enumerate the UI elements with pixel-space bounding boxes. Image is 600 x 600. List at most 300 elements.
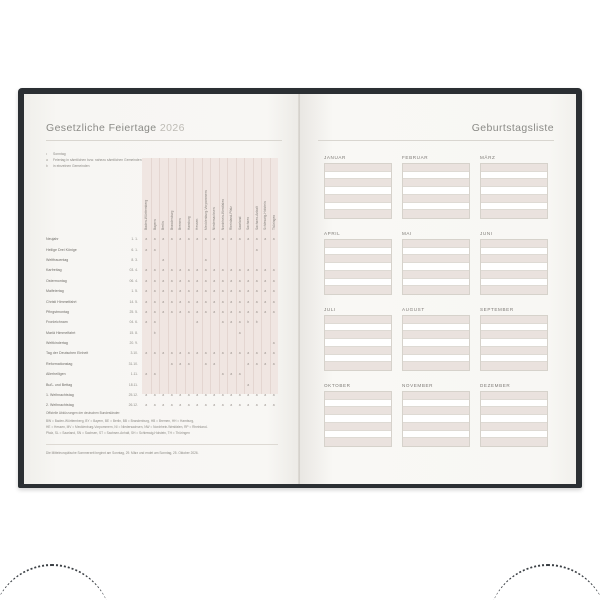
holiday-name: Ostermontag xyxy=(46,278,67,283)
holiday-state-cell: a xyxy=(221,351,224,356)
holiday-state-cell: a xyxy=(153,268,156,273)
holiday-state-cell xyxy=(261,320,270,324)
holiday-state-cell: a xyxy=(213,299,216,304)
holiday-state-cell: a xyxy=(196,278,199,283)
birthday-entry-line[interactable] xyxy=(403,324,469,332)
holiday-state-cell: a xyxy=(238,320,241,325)
birthday-entry-line[interactable] xyxy=(325,195,391,203)
holiday-table-state-header: Thüringen xyxy=(271,214,276,230)
holiday-state-cell: a xyxy=(272,299,275,304)
birthday-entry-line[interactable] xyxy=(481,324,547,332)
birthday-entry-line[interactable] xyxy=(403,203,469,211)
birthday-entry-line[interactable] xyxy=(481,286,547,294)
birthday-entry-box[interactable] xyxy=(402,163,470,219)
legend-label: Feiertag in sämtlichen bzw. nahezu sämtlichen Gemeinden xyxy=(53,158,142,163)
birthday-entry-line[interactable] xyxy=(403,400,469,408)
holiday-state-cell: a xyxy=(145,309,148,314)
holiday-state-cell xyxy=(253,341,262,345)
holiday-date: 15. 8. xyxy=(129,330,138,335)
holiday-state-cell xyxy=(202,331,211,335)
month-label: JANUAR xyxy=(324,155,346,160)
holiday-state-cell: a xyxy=(170,361,173,366)
birthday-entry-line[interactable] xyxy=(325,331,391,339)
holiday-state-cell: a xyxy=(255,268,258,273)
birthday-entry-line[interactable] xyxy=(481,263,547,271)
table-row xyxy=(46,359,278,369)
birthday-entry-line[interactable] xyxy=(403,248,469,256)
holiday-date: 18.11. xyxy=(128,382,138,387)
birthday-entry-line[interactable] xyxy=(481,248,547,256)
holiday-state-cell: a xyxy=(153,320,156,325)
holiday-state-cell: a xyxy=(255,289,258,294)
holiday-state-cells xyxy=(142,383,278,387)
birthday-entry-line[interactable] xyxy=(403,415,469,423)
birthday-entry-line[interactable] xyxy=(403,347,469,355)
birthday-entry-box[interactable] xyxy=(402,391,470,447)
holiday-state-cell xyxy=(142,362,151,366)
birthday-entry-line[interactable] xyxy=(325,347,391,355)
holiday-state-cell: a xyxy=(272,351,275,356)
birthday-entry-box[interactable] xyxy=(324,239,392,295)
holiday-name: Buß- und Bettag xyxy=(46,382,73,387)
holiday-name: Karfreitag xyxy=(46,268,62,273)
birthday-entry-line[interactable] xyxy=(481,179,547,187)
holiday-state-cell: a xyxy=(145,403,148,408)
holiday-state-cell: a xyxy=(213,403,216,408)
birthday-entry-line[interactable] xyxy=(481,164,547,172)
planner-pages xyxy=(24,94,576,484)
holiday-state-cell: a xyxy=(247,393,250,398)
holiday-state-cell xyxy=(270,258,279,262)
birthday-entry-line[interactable] xyxy=(481,172,547,180)
holiday-state-cell xyxy=(185,383,194,387)
table-row xyxy=(46,338,278,348)
holiday-state-cell: a xyxy=(153,289,156,294)
holiday-state-cell: a xyxy=(238,237,241,242)
birthday-entry-line[interactable] xyxy=(481,362,547,370)
birthday-month-block xyxy=(480,155,548,219)
birthday-month-block xyxy=(480,383,548,447)
holiday-state-cell: a xyxy=(238,289,241,294)
holiday-state-cell: a xyxy=(264,393,267,398)
birthday-entry-line[interactable] xyxy=(481,331,547,339)
birthday-entry-line[interactable] xyxy=(481,316,547,324)
holiday-state-cell: a xyxy=(238,268,241,273)
holiday-table xyxy=(46,158,278,408)
birthday-month-block xyxy=(402,307,470,371)
birthday-entry-line[interactable] xyxy=(403,407,469,415)
holiday-state-cell xyxy=(185,258,194,262)
birthday-entry-line[interactable] xyxy=(481,240,547,248)
holiday-date: 1. 5. xyxy=(131,289,138,294)
holiday-state-cell: a xyxy=(153,247,156,252)
holiday-state-cell: a xyxy=(213,268,216,273)
birthday-entry-box[interactable] xyxy=(402,315,470,371)
holiday-state-cell xyxy=(261,372,270,376)
birthday-entry-line[interactable] xyxy=(481,271,547,279)
page-title-right: Geburtstagsliste xyxy=(471,122,554,134)
birthday-entry-line[interactable] xyxy=(325,203,391,211)
birthday-entry-box[interactable] xyxy=(480,391,548,447)
holiday-state-cell xyxy=(159,362,168,366)
holiday-state-cells xyxy=(142,341,278,345)
holiday-state-cell: a xyxy=(145,372,148,377)
holiday-state-cell: a xyxy=(264,289,267,294)
birthday-entry-line[interactable] xyxy=(403,431,469,439)
birthday-entry-line[interactable] xyxy=(325,316,391,324)
legend-marker: • xyxy=(46,152,48,156)
holiday-state-cell: b xyxy=(247,320,250,325)
birthday-entry-line[interactable] xyxy=(403,210,469,218)
holiday-state-cell xyxy=(151,383,160,387)
holiday-state-cell: a xyxy=(230,309,233,314)
holiday-state-cell xyxy=(270,331,279,335)
birthday-month-block xyxy=(324,155,392,219)
holiday-state-cell: a xyxy=(204,237,207,242)
birthday-entry-line[interactable] xyxy=(403,164,469,172)
holiday-state-cell: a xyxy=(238,330,241,335)
holiday-state-cell: a xyxy=(179,361,182,366)
footnote-line: Pfalz, SL = Saarland, SN = Sachsen, ST = Sachsen-Anhalt, SH = Schleswig-Holstein, TH = Thüringen xyxy=(46,431,190,436)
birthday-entry-line[interactable] xyxy=(325,400,391,408)
holiday-state-cells xyxy=(142,351,278,355)
holiday-state-cell xyxy=(193,248,202,252)
holiday-state-cell xyxy=(176,320,185,324)
birthday-entry-line[interactable] xyxy=(403,316,469,324)
birthday-entry-line[interactable] xyxy=(325,438,391,446)
holiday-date: 3.10. xyxy=(130,351,138,356)
holiday-name: Maifeiertag xyxy=(46,289,64,294)
holiday-state-cell: a xyxy=(221,299,224,304)
birthday-entry-box[interactable] xyxy=(324,391,392,447)
page-title-left xyxy=(46,122,282,134)
holiday-state-cell: a xyxy=(213,278,216,283)
holiday-date: 8. 3. xyxy=(131,257,138,262)
birthday-entry-line[interactable] xyxy=(481,400,547,408)
holiday-date: 03. 4. xyxy=(129,268,138,273)
holiday-state-cell: a xyxy=(247,351,250,356)
birthday-entry-box[interactable] xyxy=(402,239,470,295)
birthday-entry-line[interactable] xyxy=(325,248,391,256)
holiday-state-cell xyxy=(176,372,185,376)
birthday-entry-line[interactable] xyxy=(403,240,469,248)
birthday-entry-line[interactable] xyxy=(481,355,547,363)
holiday-state-cell: a xyxy=(204,393,207,398)
left-page xyxy=(24,94,300,484)
birthday-entry-line[interactable] xyxy=(481,423,547,431)
holiday-state-cell: a xyxy=(264,309,267,314)
holiday-state-cell xyxy=(210,320,219,324)
birthday-entry-line[interactable] xyxy=(325,164,391,172)
birthday-entry-line[interactable] xyxy=(481,187,547,195)
holiday-state-cell: a xyxy=(187,268,190,273)
table-row xyxy=(46,265,278,275)
holiday-state-cell: a xyxy=(153,403,156,408)
birthday-entry-line[interactable] xyxy=(481,203,547,211)
holiday-state-cell: a xyxy=(221,237,224,242)
birthday-entry-box[interactable] xyxy=(324,315,392,371)
holiday-state-cell xyxy=(244,258,253,262)
birthday-entry-line[interactable] xyxy=(325,423,391,431)
holiday-state-cell: a xyxy=(230,299,233,304)
holiday-state-cell: a xyxy=(179,299,182,304)
holiday-state-cell: a xyxy=(196,268,199,273)
holiday-state-cell: a xyxy=(162,299,165,304)
birthday-entry-line[interactable] xyxy=(403,392,469,400)
birthday-entry-line[interactable] xyxy=(481,407,547,415)
holiday-state-cell xyxy=(185,341,194,345)
holiday-state-cell xyxy=(176,341,185,345)
holiday-state-cells xyxy=(142,268,278,272)
holiday-state-cell xyxy=(261,341,270,345)
birthday-entry-line[interactable] xyxy=(481,392,547,400)
holiday-state-cell xyxy=(244,248,253,252)
birthday-entry-line[interactable] xyxy=(403,362,469,370)
birthday-entry-line[interactable] xyxy=(403,255,469,263)
holiday-state-cell: a xyxy=(255,403,258,408)
holiday-state-cell xyxy=(168,320,177,324)
birthday-entry-box[interactable] xyxy=(480,163,548,219)
holiday-table-state-header: Saarland xyxy=(237,216,242,230)
holiday-state-cell: a xyxy=(196,351,199,356)
birthday-entry-line[interactable] xyxy=(325,279,391,287)
holiday-table-state-header: Sachsen xyxy=(246,216,251,230)
holiday-date: 06. 4. xyxy=(129,278,138,283)
birthday-entry-line[interactable] xyxy=(325,187,391,195)
birthday-month-grid xyxy=(318,155,554,447)
page-title-left-text: Gesetzliche Feiertage xyxy=(46,122,157,134)
month-label: SEPTEMBER xyxy=(480,307,514,312)
birthday-entry-line[interactable] xyxy=(325,210,391,218)
birthday-entry-line[interactable] xyxy=(325,240,391,248)
holiday-state-cell: a xyxy=(170,403,173,408)
holiday-state-cell xyxy=(210,248,219,252)
holiday-state-cell: a xyxy=(272,237,275,242)
birthday-entry-line[interactable] xyxy=(403,331,469,339)
month-label: MAI xyxy=(402,231,412,236)
birthday-entry-line[interactable] xyxy=(325,362,391,370)
holiday-state-cell: a xyxy=(179,278,182,283)
holiday-state-cell: a xyxy=(145,289,148,294)
holiday-date: 1. 1. xyxy=(131,237,138,242)
holiday-state-cell xyxy=(227,248,236,252)
holiday-state-cells xyxy=(142,279,278,283)
holiday-state-cell: a xyxy=(230,351,233,356)
month-label: JULI xyxy=(324,307,336,312)
holiday-state-cell: a xyxy=(162,289,165,294)
legend-label: in einzelnen Gemeinden xyxy=(53,164,90,169)
holiday-state-cells xyxy=(142,310,278,314)
holiday-state-cell: a xyxy=(213,351,216,356)
birthday-entry-line[interactable] xyxy=(325,172,391,180)
holiday-state-cell: a xyxy=(162,278,165,283)
holiday-state-cell: a xyxy=(264,403,267,408)
birthday-entry-line[interactable] xyxy=(481,255,547,263)
planner-book xyxy=(18,88,582,488)
holiday-state-cell: a xyxy=(145,320,148,325)
birthday-entry-line[interactable] xyxy=(403,179,469,187)
holiday-state-cell: a xyxy=(170,351,173,356)
holiday-state-cell: b xyxy=(153,330,156,335)
birthday-month-block xyxy=(480,231,548,295)
table-row xyxy=(46,234,278,244)
shadow-arc-right xyxy=(488,564,600,600)
holiday-table-state-header: Hessen xyxy=(195,218,200,230)
holiday-state-cell: a xyxy=(264,351,267,356)
holiday-state-cell xyxy=(210,258,219,262)
holiday-table-state-header: Sachsen-Anhalt xyxy=(254,206,259,230)
birthday-entry-line[interactable] xyxy=(325,392,391,400)
legend-label: Sonntag xyxy=(53,152,66,156)
holiday-name: Heilige Drei Könige xyxy=(46,247,77,252)
holiday-state-cell: a xyxy=(179,309,182,314)
holiday-state-cell xyxy=(227,331,236,335)
holiday-table-state-header: Rheinland-Pfalz xyxy=(229,205,234,230)
birthday-entry-line[interactable] xyxy=(481,438,547,446)
footnote-daylight-saving: Die Mitteleuropäische Sommerzeit beginnt am Sonntag, 29. März und endet am Sonntag, 25. Oktober 2026. xyxy=(46,451,199,456)
holiday-state-cell: a xyxy=(196,289,199,294)
birthday-entry-line[interactable] xyxy=(325,407,391,415)
birthday-entry-line[interactable] xyxy=(403,195,469,203)
birthday-entry-box[interactable] xyxy=(324,163,392,219)
holiday-state-cell: a xyxy=(230,320,233,325)
holiday-state-cell: a xyxy=(162,403,165,408)
table-row xyxy=(46,255,278,265)
holiday-state-cells xyxy=(142,248,278,252)
holiday-state-cell: a xyxy=(247,361,250,366)
holiday-state-cell: a xyxy=(264,361,267,366)
holiday-name: Reformationstag xyxy=(46,361,73,366)
table-row xyxy=(46,286,278,296)
holiday-state-cell: a xyxy=(213,393,216,398)
holiday-state-cell: a xyxy=(162,393,165,398)
birthday-entry-line[interactable] xyxy=(325,355,391,363)
holiday-state-cell xyxy=(185,372,194,376)
holiday-name: Pfingstmontag xyxy=(46,309,69,314)
holiday-state-cell xyxy=(176,248,185,252)
holiday-state-cell: a xyxy=(255,278,258,283)
birthday-entry-line[interactable] xyxy=(481,339,547,347)
birthday-entry-line[interactable] xyxy=(325,431,391,439)
holiday-date: 04. 6. xyxy=(129,320,138,325)
birthday-entry-line[interactable] xyxy=(325,271,391,279)
holiday-state-cell: a xyxy=(153,351,156,356)
holiday-state-cells xyxy=(142,331,278,335)
birthday-entry-line[interactable] xyxy=(403,286,469,294)
holiday-state-cell: a xyxy=(247,289,250,294)
holiday-state-cell: a xyxy=(247,299,250,304)
month-label: OKTOBER xyxy=(324,383,351,388)
birthday-entry-line[interactable] xyxy=(403,423,469,431)
holiday-state-cell: a xyxy=(187,237,190,242)
birthday-month-block xyxy=(402,231,470,295)
holiday-date: 31.10. xyxy=(128,361,138,366)
birthday-entry-line[interactable] xyxy=(403,279,469,287)
holiday-state-cell: a xyxy=(238,351,241,356)
month-label: AUGUST xyxy=(402,307,425,312)
birthday-entry-line[interactable] xyxy=(325,179,391,187)
holiday-state-cell: a xyxy=(153,372,156,377)
holiday-state-cell: a xyxy=(196,299,199,304)
holiday-state-cell xyxy=(151,341,160,345)
birthday-entry-line[interactable] xyxy=(403,187,469,195)
holiday-state-cell xyxy=(159,320,168,324)
holiday-state-cell xyxy=(261,248,270,252)
holiday-state-cell: a xyxy=(213,309,216,314)
holiday-state-cell xyxy=(202,341,211,345)
holiday-state-cell: a xyxy=(145,247,148,252)
holiday-state-cell: a xyxy=(221,372,224,377)
birthday-entry-line[interactable] xyxy=(403,339,469,347)
birthday-entry-line[interactable] xyxy=(403,438,469,446)
holiday-state-cell: a xyxy=(170,299,173,304)
footnote-line: BW = Baden-Württemberg, BY = Bayern, BE = Berlin, BB = Brandenburg, HB = Bremen, HH = Hamburg, xyxy=(46,419,195,424)
holiday-state-cell: a xyxy=(179,268,182,273)
holiday-state-cell xyxy=(159,341,168,345)
birthday-month-block xyxy=(324,231,392,295)
holiday-state-cell xyxy=(227,383,236,387)
holiday-state-cell: b xyxy=(255,320,258,325)
birthday-month-block xyxy=(402,155,470,219)
holiday-name: Allerheiligen xyxy=(46,372,66,377)
holiday-state-cell: a xyxy=(162,257,165,262)
birthday-entry-box[interactable] xyxy=(480,239,548,295)
holiday-state-cell: a xyxy=(170,309,173,314)
birthday-entry-line[interactable] xyxy=(325,415,391,423)
holiday-state-cell: a xyxy=(238,309,241,314)
birthday-entry-line[interactable] xyxy=(325,286,391,294)
holiday-state-cell: a xyxy=(187,289,190,294)
holiday-date: 14. 5. xyxy=(129,299,138,304)
holiday-state-cell xyxy=(176,331,185,335)
birthday-entry-line[interactable] xyxy=(481,431,547,439)
holiday-state-cell: a xyxy=(272,289,275,294)
table-row xyxy=(46,348,278,358)
holiday-state-cell xyxy=(193,362,202,366)
holiday-state-cell: a xyxy=(204,361,207,366)
holiday-state-cell xyxy=(210,372,219,376)
holiday-state-cell xyxy=(219,383,228,387)
birthday-entry-line[interactable] xyxy=(325,255,391,263)
holiday-state-cells xyxy=(142,320,278,324)
birthday-entry-line[interactable] xyxy=(481,210,547,218)
birthday-entry-line[interactable] xyxy=(325,263,391,271)
birthday-entry-line[interactable] xyxy=(481,195,547,203)
birthday-entry-line[interactable] xyxy=(325,324,391,332)
birthday-entry-line[interactable] xyxy=(403,172,469,180)
holiday-state-cell xyxy=(168,341,177,345)
holiday-state-cell xyxy=(236,362,245,366)
holiday-state-cells xyxy=(142,237,278,241)
holiday-state-cell: a xyxy=(204,278,207,283)
holiday-state-cell: a xyxy=(196,393,199,398)
holiday-state-cell: a xyxy=(255,309,258,314)
birthday-entry-line[interactable] xyxy=(403,271,469,279)
birthday-entry-line[interactable] xyxy=(403,355,469,363)
holiday-state-cell: a xyxy=(255,351,258,356)
holiday-state-cell: a xyxy=(221,268,224,273)
holiday-state-cell: a xyxy=(221,309,224,314)
holiday-state-cell: a xyxy=(170,278,173,283)
birthday-entry-line[interactable] xyxy=(481,347,547,355)
birthday-entry-box[interactable] xyxy=(480,315,548,371)
holiday-state-cell xyxy=(193,383,202,387)
birthday-entry-line[interactable] xyxy=(481,279,547,287)
birthday-entry-line[interactable] xyxy=(403,263,469,271)
birthday-entry-line[interactable] xyxy=(481,415,547,423)
birthday-entry-line[interactable] xyxy=(325,339,391,347)
holiday-state-cell: a xyxy=(230,268,233,273)
